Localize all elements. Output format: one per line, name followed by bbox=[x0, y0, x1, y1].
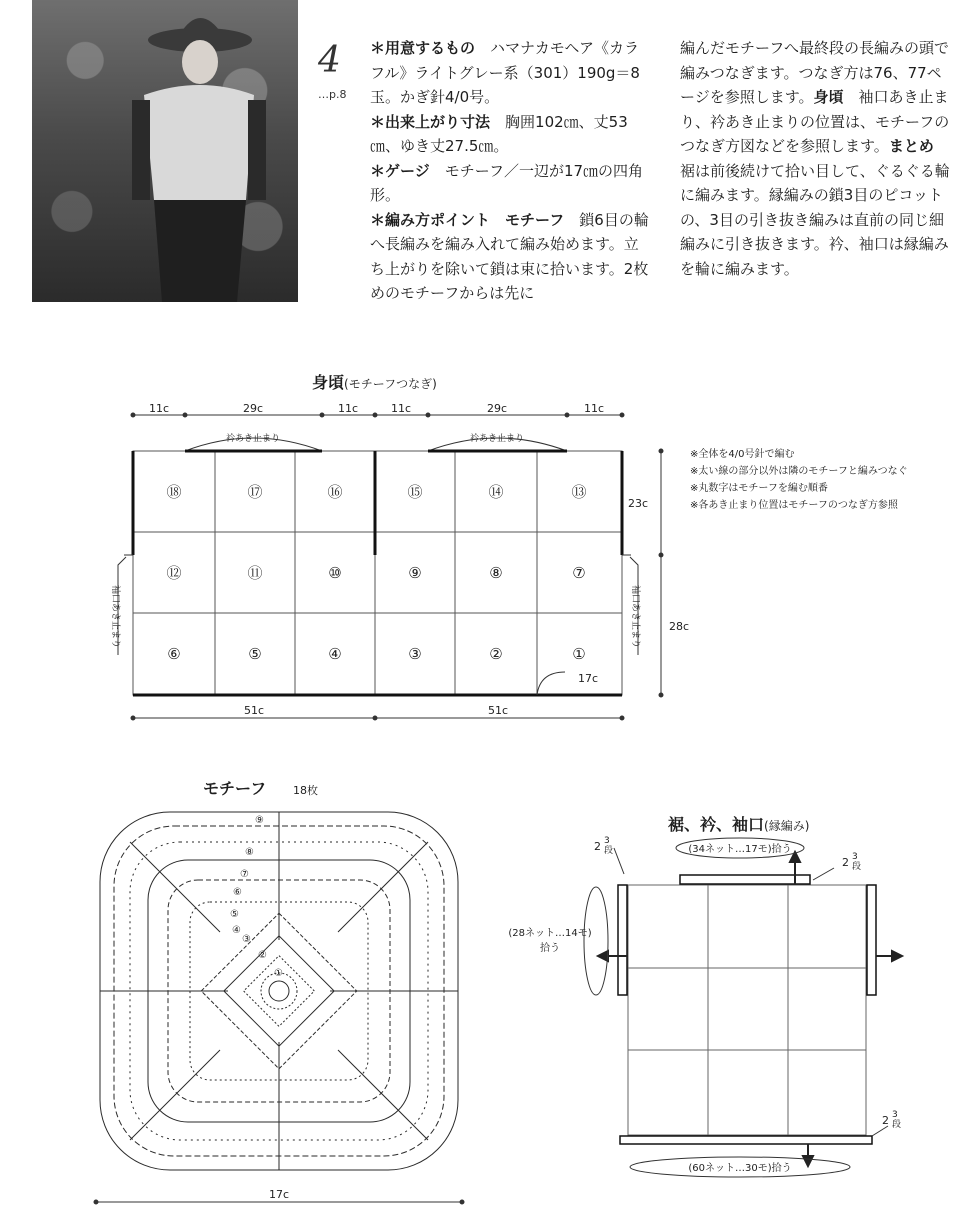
points-text: 鎖6目の輪へ長編みを編み入れて編み始めます。立ち上がりを除いて鎖は束に拾います。2枚めのモチーフからは先に bbox=[370, 210, 649, 302]
bottom-pickup-label: (60ネット…30モ)拾う bbox=[688, 1163, 792, 1174]
size-text: 胸囲102㎝、丈53㎝、ゆき丈27.5㎝。 bbox=[370, 112, 628, 155]
dim-top-6: 11c bbox=[583, 402, 605, 415]
motif-width: 17c bbox=[268, 1188, 290, 1201]
motif-12: ⑫ bbox=[166, 564, 182, 582]
note-2: ※太い線の部分以外は隣のモチーフと編みつなぐ bbox=[690, 466, 908, 477]
motif-6: ⑥ bbox=[167, 645, 181, 663]
side-pickup-label-2: 拾う bbox=[540, 943, 560, 954]
motif-1: ① bbox=[572, 645, 586, 663]
round-3: ③ bbox=[242, 934, 251, 945]
round-1: ① bbox=[274, 968, 283, 979]
round-2: ② bbox=[258, 950, 267, 961]
top-pickup-label: (34ネット…17モ)拾う bbox=[688, 844, 792, 855]
dim-top-4: 11c bbox=[390, 402, 412, 415]
points-label: ＊編み方ポイント モチーフ bbox=[370, 210, 565, 229]
motif-16: ⑯ bbox=[327, 483, 343, 501]
body-diagram-title bbox=[312, 370, 437, 393]
motif-chart bbox=[90, 800, 470, 1210]
round-6: ⑥ bbox=[233, 887, 242, 898]
finish-text: 裾は前後続けて拾い目して、ぐるぐる輪に編みます。縁編みの鎖3目のピコットの、3目の引き抜き編みは直前の同じ細編みに引き抜きます。衿、袖口は縁編みを輪に編みます。 bbox=[680, 161, 950, 278]
instructions-column-2 bbox=[680, 36, 956, 281]
rows-top-left-num: 2 bbox=[594, 840, 601, 853]
sleeve-label-right: 袖口あき止まり bbox=[630, 585, 640, 649]
materials-label: ＊用意するもの bbox=[370, 39, 476, 57]
motif-18: ⑱ bbox=[166, 483, 182, 501]
motif-2: ② bbox=[489, 645, 503, 663]
round-9: ⑨ bbox=[255, 815, 264, 826]
size-label: ＊出来上がり寸法 bbox=[370, 112, 491, 131]
body-text: 袖口あき止まり、衿あき止まりの位置は、モチーフのつなぎ方図などを参照します。 bbox=[680, 88, 950, 155]
round-8: ⑧ bbox=[245, 847, 254, 858]
joining-text: 編んだモチーフへ最終段の長編みの頭で編みつなぎます。つなぎ方は76、77ページを参照します。 bbox=[680, 39, 949, 106]
gauge-text: モチーフ／一辺が17㎝の四角形。 bbox=[370, 161, 644, 204]
side-pickup-label-1: (28ネット…14モ) bbox=[508, 928, 592, 939]
dim-motif-corner: 17c bbox=[578, 672, 599, 685]
motif-11: ⑪ bbox=[247, 564, 263, 582]
motif-10: ⑩ bbox=[328, 564, 342, 582]
rows-top-left-unit: 段 bbox=[604, 846, 614, 856]
sleeve-label-left: 袖口あき止まり bbox=[110, 585, 120, 649]
collar-label-right: 衿あき止まり bbox=[469, 434, 525, 444]
motif-5: ⑤ bbox=[248, 645, 262, 663]
rows-bottom-num: 2 bbox=[882, 1114, 889, 1127]
motif-count: 18枚 bbox=[293, 784, 318, 797]
gauge-label: ＊ゲージ bbox=[370, 161, 430, 180]
body-label: 身頃 bbox=[813, 88, 844, 106]
rows-top-left-num2: 3 bbox=[604, 836, 610, 846]
motif-3: ③ bbox=[408, 645, 422, 663]
note-1: ※全体を4/0号針で編む bbox=[690, 449, 795, 460]
dim-right-23: 23c bbox=[627, 497, 648, 510]
rows-top-right-num: 2 bbox=[842, 856, 849, 869]
round-7: ⑦ bbox=[240, 869, 249, 880]
collar-label-left: 衿あき止まり bbox=[225, 434, 281, 444]
diagram-notes bbox=[690, 446, 908, 514]
motif-4: ④ bbox=[328, 645, 342, 663]
motif-15: ⑮ bbox=[407, 483, 423, 501]
dim-top-5: 29c bbox=[486, 402, 508, 415]
motif-13: ⑬ bbox=[571, 483, 587, 501]
rows-bottom-num2: 3 bbox=[892, 1110, 898, 1120]
note-3: ※丸数字はモチーフを編む順番 bbox=[690, 483, 828, 494]
edge-subtitle: (縁編み) bbox=[764, 819, 810, 833]
materials-text: ハマナカモヘア《カラフル》ライトグレー系（301）190g＝8玉。かぎ針4/0号。 bbox=[370, 39, 640, 106]
dim-bottom-right: 51c bbox=[487, 704, 509, 717]
dim-top-2: 29c bbox=[242, 402, 264, 415]
rows-bottom-unit: 段 bbox=[892, 1120, 902, 1130]
round-4: ④ bbox=[232, 925, 241, 936]
motif-9: ⑨ bbox=[408, 564, 422, 582]
dim-top-1: 11c bbox=[148, 402, 170, 415]
round-5: ⑤ bbox=[230, 909, 239, 920]
page-reference: …p.8 bbox=[318, 88, 347, 101]
note-4: ※各あき止まり位置はモチーフのつなぎ方参照 bbox=[690, 500, 898, 511]
model-photo bbox=[32, 0, 298, 302]
model-figure bbox=[32, 0, 298, 302]
dim-bottom-left: 51c bbox=[243, 704, 265, 717]
motif-14: ⑭ bbox=[488, 483, 504, 501]
rows-top-right-num2: 3 bbox=[852, 852, 858, 862]
motif-7: ⑦ bbox=[572, 564, 586, 582]
body-title: 身頃 bbox=[312, 373, 345, 392]
finish-label: まとめ bbox=[888, 137, 934, 155]
motif-8: ⑧ bbox=[489, 564, 503, 582]
edge-title: 裾、衿、袖口 bbox=[668, 815, 765, 834]
dim-top-3: 11c bbox=[337, 402, 359, 415]
pattern-number: 4 bbox=[318, 40, 341, 81]
rows-top-right-unit: 段 bbox=[852, 862, 862, 872]
body-subtitle: (モチーフつなぎ) bbox=[344, 377, 437, 391]
dim-right-28: 28c bbox=[669, 620, 690, 633]
motif-title: モチーフ bbox=[203, 779, 267, 798]
instructions-column-1 bbox=[370, 36, 652, 306]
edge-diagram bbox=[490, 830, 964, 1215]
motif-17: ⑰ bbox=[247, 483, 263, 501]
